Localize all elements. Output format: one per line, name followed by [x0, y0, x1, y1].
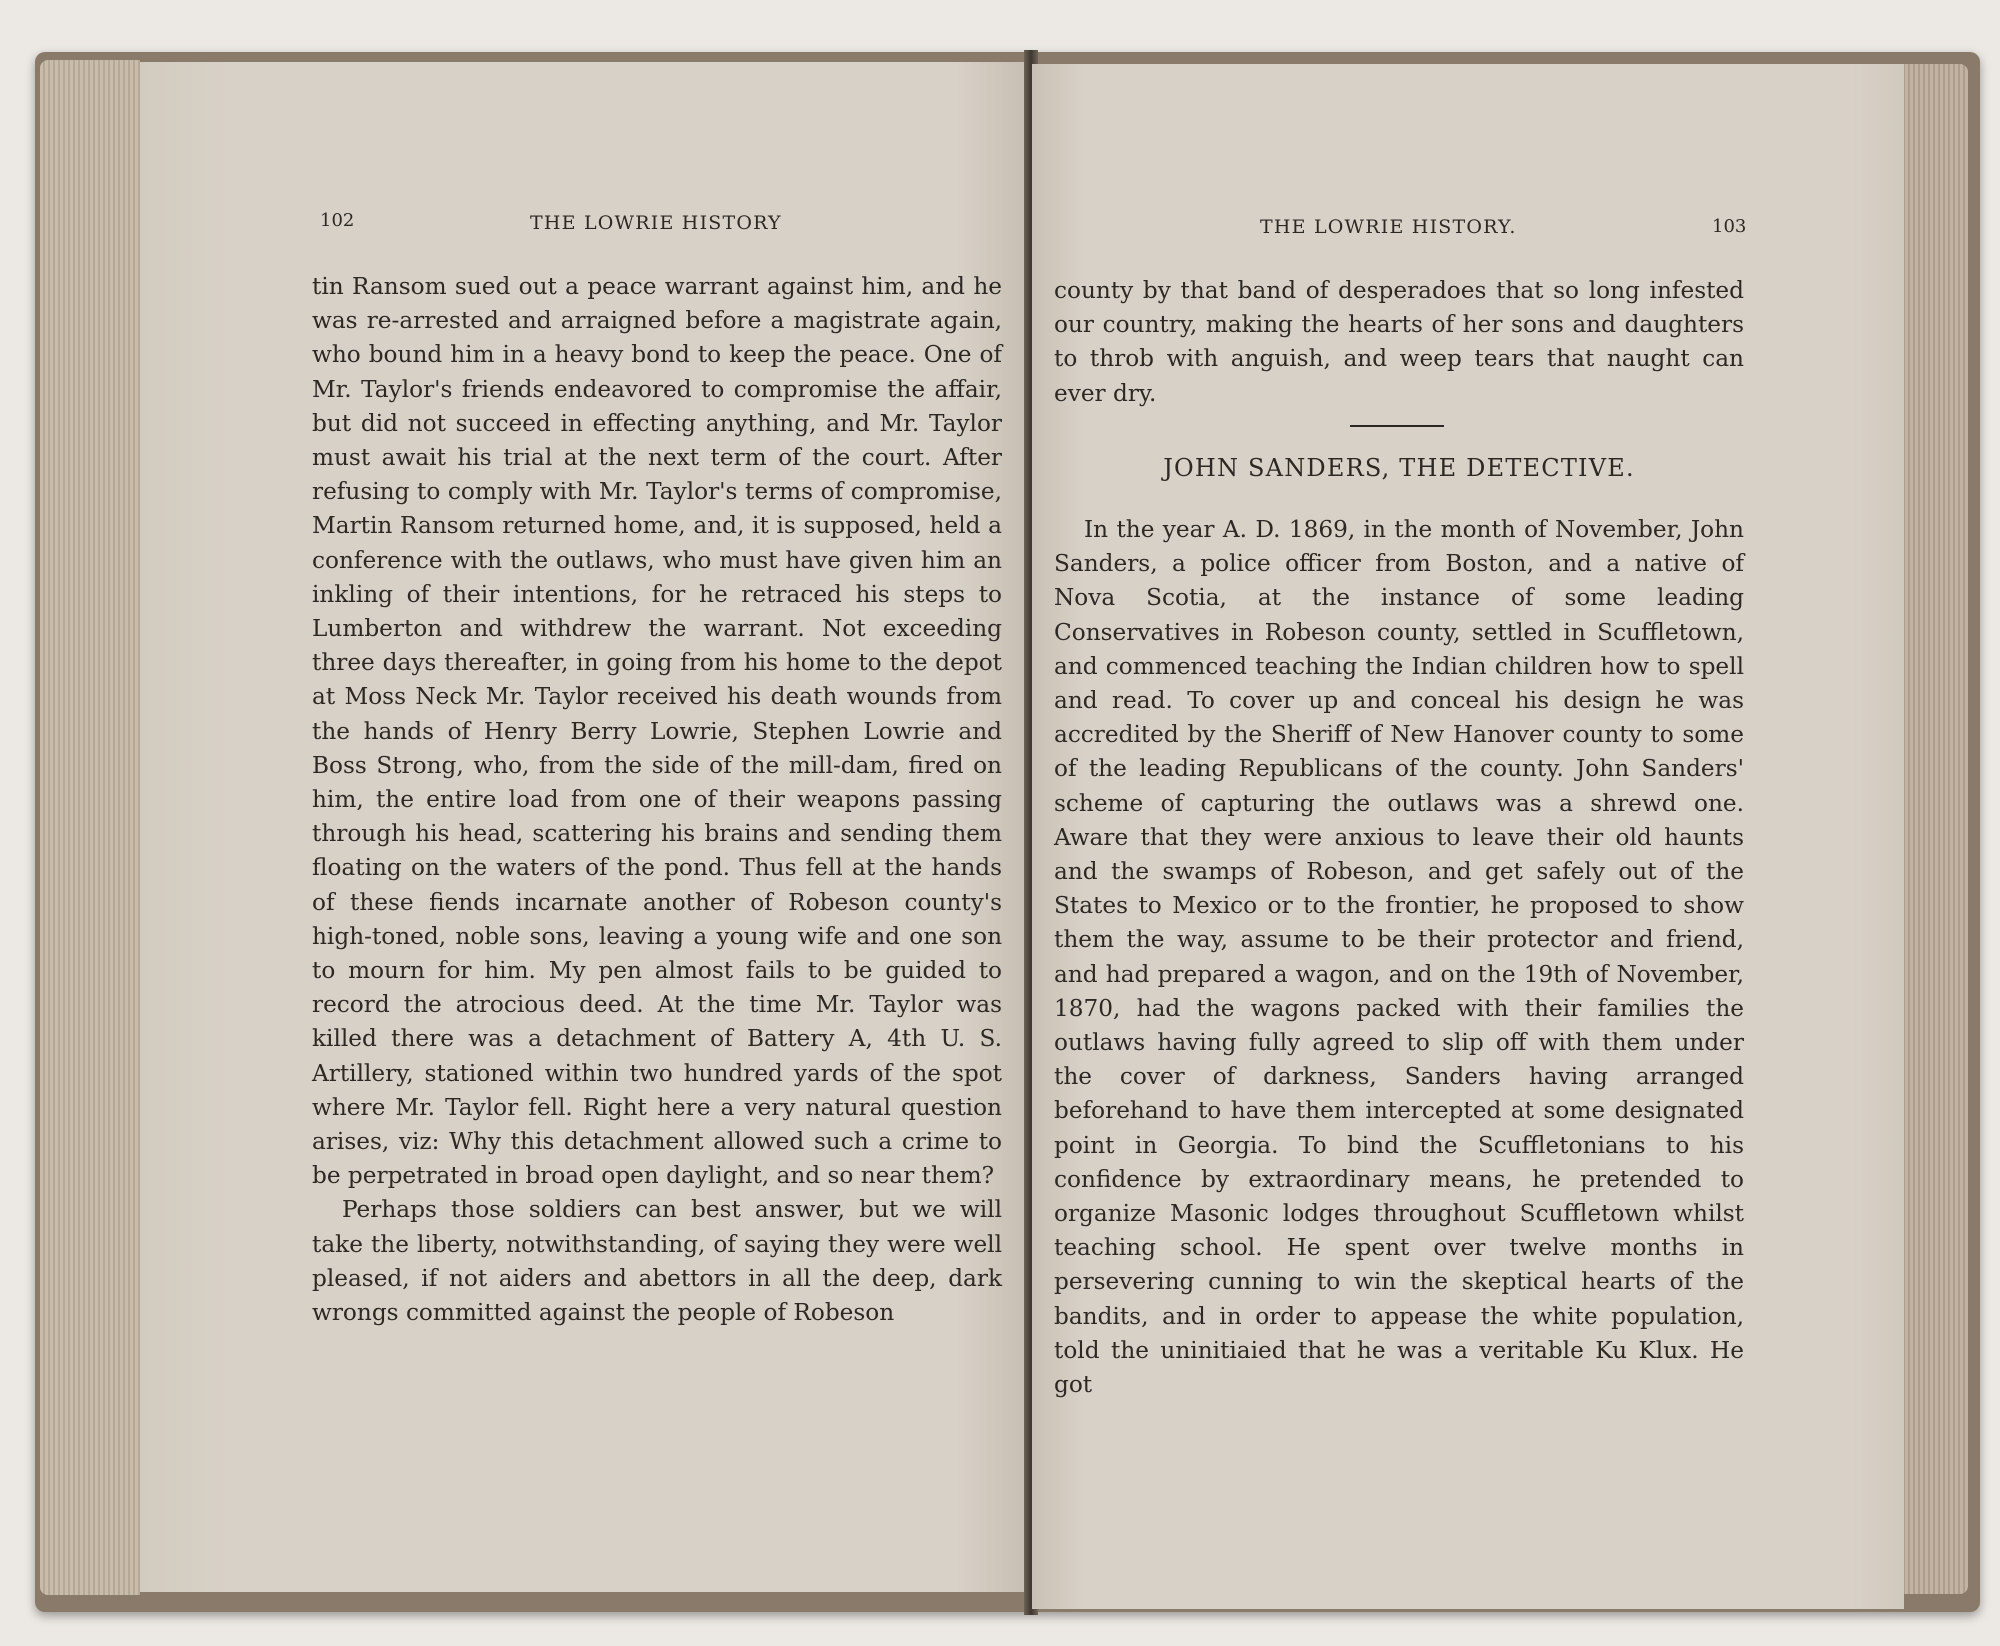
right-running-head: THE LOWRIE HISTORY.: [1260, 216, 1517, 238]
left-running-head: THE LOWRIE HISTORY: [530, 212, 782, 234]
page-edges-left: [40, 60, 140, 1595]
right-section-paragraph: In the year A. D. 1869, in the month of November, John Sanders, a police officer from Boston, and a native of Nova Scotia, at the instance of some leading Conservatives in Robeson county, settled in Scuffletown, and commenced teaching the Indian children how to spell and read. To cover up and conceal his design he was accredited by the Sheriff of New Hanover county to some of the leading Republicans of the county. John Sanders' scheme of capturing the outlaws was a shrewd one. Aware that they were anxious to leave their old haunts and the swamps of Robeson, and get safely out of the States to Mexico or to the frontier, he proposed to show them the way, assume to be their protector and friend, and had prepared a wagon, and on the 19th of November, 1870, had the wagons packed with their families the outlaws having fully agreed to slip off with them under the cover of darkness, Sanders having arranged beforehand to have them intercepted at some designated point in Georgia. To bind the Scuffletonians to his confidence by extraordinary means, he pretended to organize Masonic lodges throughout Scuffletown whilst teaching school. He spent over twelve months in persevering cunning to win the skeptical hearts of the bandits, and in order to appease the white population, told the uninitiaied that he was a veritable Ku Klux. He got: [1054, 516, 1744, 1399]
page-edges-right: [1900, 64, 1968, 1594]
right-page: [1032, 64, 1904, 1609]
left-page: [140, 62, 1028, 1592]
left-text-column: [312, 270, 1002, 1330]
right-opening-paragraph: county by that band of desperadoes that so long infested our country, making the hearts of her sons and daughters to throb with anguish, and weep tears that naught can ever dry.: [1054, 277, 1744, 407]
right-section-column: [1054, 513, 1744, 1402]
section-title: JOHN SANDERS, THE DETECTIVE.: [1163, 454, 1635, 482]
right-page-number: 103: [1712, 216, 1747, 237]
left-page-number: 102: [320, 210, 355, 231]
right-opening-column: [1054, 274, 1744, 411]
left-paragraph-2: Perhaps those soldiers can best answer, but we will take the liberty, notwithstanding, of saying they were well pleased, if not aiders and abettors in all the deep, dark wrongs committed against the people of Robeson: [312, 1196, 1002, 1327]
left-paragraph-1: tin Ransom sued out a peace warrant against him, and he was re-arrested and arraigned before a magistrate again, who bound him in a heavy bond to keep the peace. One of Mr. Taylor's friends endeavored to compromise the affair, but did not succeed in effecting anything, and Mr. Taylor must await his trial at the next term of the court. After refusing to comply with Mr. Taylor's terms of compromise, Martin Ransom returned home, and, it is supposed, held a conference with the outlaws, who must have given him an inkling of their intentions, for he retraced his steps to Lumberton and withdrew the warrant. Not exceeding three days thereafter, in going from his home to the depot at Moss Neck Mr. Taylor received his death wounds from the hands of Henry Berry Lowrie, Stephen Lowrie and Boss Strong, who, from the side of the mill-dam, fired on him, the entire load from one of their weapons passing through his head, scattering his brains and sending them floating on the waters of the pond. Thus fell at the hands of these fiends incarnate another of Robeson county's high-toned, noble sons, leaving a young wife and one son to mourn for him. My pen almost fails to be guided to record the atrocious deed. At the time Mr. Taylor was killed there was a detachment of Battery A, 4th U. S. Artillery, stationed within two hundred yards of the spot where Mr. Taylor fell. Right here a very natural question arises, viz: Why this detachment allowed such a crime to be perpetrated in broad open daylight, and so near them?: [312, 273, 1002, 1190]
section-rule: [1350, 425, 1444, 427]
